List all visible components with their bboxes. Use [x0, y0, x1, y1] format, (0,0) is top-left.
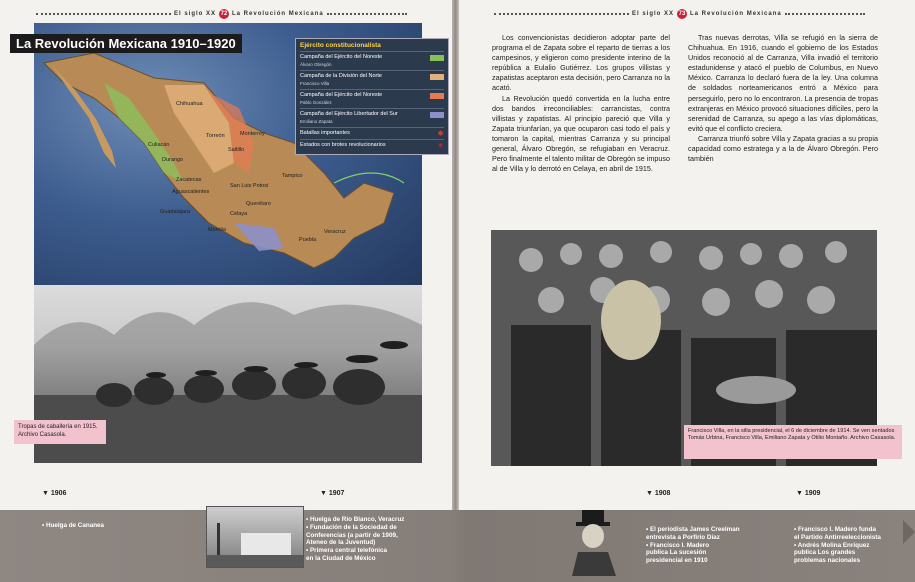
- station-illustration: [207, 507, 303, 567]
- place-aguascalientes: Aguascalientes: [172, 189, 210, 195]
- place-veracruz: Veracruz: [324, 229, 346, 235]
- outbreak-icon: ✷: [437, 141, 444, 150]
- timeline-year-1909: 1909: [804, 490, 821, 497]
- legend-swatch: [430, 93, 444, 99]
- map-title: La Revolución Mexicana 1910–1920: [10, 34, 242, 53]
- timeline-event: presidencial en 1910: [646, 557, 708, 565]
- legend-item: [300, 70, 444, 89]
- header-right-section: La Revolución Mexicana: [690, 11, 782, 17]
- timeline-event: en la Ciudad de México: [306, 554, 376, 562]
- timeline-event: • Francisco I. Madero funda: [794, 526, 876, 533]
- timeline-event: Conferencias (a partir de 1909,: [306, 531, 398, 539]
- legend-item: [300, 139, 444, 151]
- place-culiacan: Culiacán: [148, 142, 170, 148]
- legend-item: [300, 89, 444, 108]
- telephone-station-photo: [206, 506, 304, 568]
- place-queretaro: Querétaro: [246, 201, 271, 207]
- legend-heading: Ejército constitucionalista: [300, 42, 381, 49]
- place-monterrey: Monterrey: [240, 131, 265, 137]
- header-right-text: El siglo XX: [632, 11, 675, 17]
- text-column-1: [492, 33, 670, 174]
- page-number-right: 73: [678, 11, 686, 17]
- col1-paragraph-2: La Revolución quedó convertida en la lucha entre dos bandos irreconciliables: carrancistas, contra villistas y zapatistas. Al principio pareció que Villa y Zapata triunfarían, ya que ocuparon casi todo el país y tomaron la capital, mientras Carranza y su principal general, Álvaro Obregón, se refugiaban en Veracruz. Pero finalmente el talento militar de Obregón se impuso al de Villa y lo derrotó en Celaya, en abril de 1915.: [492, 93, 670, 174]
- legend-label: Estados con brotes revolucionarios: [300, 142, 386, 148]
- book-gutter: [452, 0, 459, 582]
- legend-swatch: [430, 112, 444, 118]
- timeline-event: • Huelga de Río Blanco, Veracruz: [306, 516, 405, 523]
- running-head-left: [36, 9, 407, 19]
- legend-label: Batallas importantes: [300, 130, 350, 136]
- creelman-portrait: [568, 508, 620, 576]
- place-tampico: Tampico: [282, 173, 303, 179]
- timeline-events-1907: [306, 516, 404, 563]
- timeline-events-1909: [794, 526, 881, 565]
- legend-swatch: [430, 74, 444, 80]
- timeline-event: entrevista a Porfirio Díaz: [646, 533, 720, 541]
- timeline-events-1908: [646, 526, 740, 565]
- timeline-event: • Andrés Molina Enríquez: [794, 541, 870, 549]
- header-left-text: El siglo XX: [174, 11, 217, 17]
- place-torreon: Torreón: [206, 133, 225, 139]
- place-san-luis-potosi: San Luis Potosí: [230, 183, 269, 189]
- timeline-arrow-icon: [903, 520, 915, 544]
- place-morelia: Morelia: [208, 227, 227, 233]
- timeline-event: Ateneo de la Juventud): [306, 539, 376, 547]
- place-chihuahua: Chihuahua: [176, 101, 203, 107]
- legend-item: [300, 127, 444, 139]
- place-celaya: Celaya: [230, 211, 248, 217]
- text-column-2: [688, 33, 878, 164]
- timeline-event: publica La sucesión: [646, 549, 707, 557]
- cavalry-caption: Tropas de caballería en 1915. Archivo Casasola.: [14, 420, 106, 444]
- timeline-year-1908: 1908: [654, 490, 671, 497]
- triangle-icon: ▼: [42, 490, 51, 497]
- legend-sub: Emiliano Zapata: [300, 119, 333, 124]
- timeline-events-1906: [42, 522, 104, 530]
- legend-item: [300, 108, 444, 127]
- portrait-illustration: [568, 508, 620, 576]
- header-left-section: La Revolución Mexicana: [232, 11, 324, 17]
- timeline-band: [0, 510, 915, 582]
- col2-paragraph-1: Tras nuevas derrotas, Villa se refugió en la sierra de Chihuahua. En 1916, cuando el gobierno de los Estados Unidos reconoció al de Carranza, Villa invadió el territorio estadunidense y atacó el pueblo de Columbus, en Nuevo México. Carranza lo declaró fuera de la ley. Una columna de soldados norteamericanos entró a México para perseguirlo, pero no lo encontraron. La presencia de tropas extranjeras en México provocó situaciones difíciles, pero la serenidad de Carranza, su apego a las vías diplomáticas, evitó que el conflicto creciera.: [688, 33, 878, 133]
- timeline-event: el Partido Antirreeleccionista: [794, 533, 881, 541]
- running-head-right: [494, 9, 865, 19]
- legend-label: Campaña de la División del Norte: [300, 73, 382, 79]
- timeline-year-1907: 1907: [328, 490, 345, 497]
- legend-swatch: [430, 55, 444, 61]
- legend-label: Campaña del Ejército del Noreste: [300, 54, 383, 60]
- timeline-event: • Huelga de Cananea: [42, 522, 105, 529]
- col2-paragraph-2: Carranza triunfó sobre Villa y Zapata gracias a su propia capacidad como estratega y a la de Álvaro Obregón. Pero también: [688, 133, 878, 164]
- legend-sub: Álvaro Obregón: [300, 62, 332, 67]
- map-legend: [295, 38, 449, 155]
- timeline-year-1906: 1906: [50, 490, 67, 497]
- legend-item: [300, 51, 444, 70]
- legend-sub: Francisco Villa: [300, 81, 330, 86]
- timeline-event: • Francisco I. Madero: [646, 541, 710, 549]
- timeline-event: • El periodista James Creelman: [646, 526, 740, 533]
- battle-icon: ✸: [437, 129, 444, 138]
- timeline-event: problemas nacionales: [794, 557, 861, 565]
- timeline-event: publica Los grandes: [794, 549, 856, 557]
- timeline-event: • Fundación de la Sociedad de: [306, 523, 397, 531]
- legend-label: Campaña del Ejército Libertador del Sur: [300, 111, 398, 117]
- timeline-event: • Primera central telefónica: [306, 547, 387, 555]
- place-puebla: Puebla: [299, 237, 317, 243]
- triangle-icon: ▼: [796, 490, 805, 497]
- place-saltillo: Saltillo: [228, 147, 245, 153]
- place-zacatecas: Zacatecas: [176, 177, 202, 183]
- page-number-left: 72: [220, 11, 228, 17]
- villa-caption: Francisco Villa, en la silla presidencial, el 6 de diciembre de 1914. Se ven sentados Tomás Urbina, Francisco Villa, Emiliano Zapata y Otilio Montaño. Archivo Casasola.: [684, 425, 902, 459]
- legend-sub: Pablo González: [300, 100, 332, 105]
- triangle-icon: ▼: [320, 490, 329, 497]
- col1-paragraph-1: Los convencionistas decidieron adoptar parte del programa el de Zapata sobre el reparto de tierras a los campesinos, y eligieron como presidente interino de la república a Eulalio Gutiérrez. Los grupos villistas y zapatistas aceptaron esta decisión, pero Carranza no la acató.: [492, 33, 670, 93]
- place-durango: Durango: [162, 157, 184, 163]
- triangle-icon: ▼: [646, 490, 655, 497]
- place-guadalajara: Guadalajara: [160, 209, 190, 215]
- legend-label: Campaña del Ejército del Noreste: [300, 92, 383, 98]
